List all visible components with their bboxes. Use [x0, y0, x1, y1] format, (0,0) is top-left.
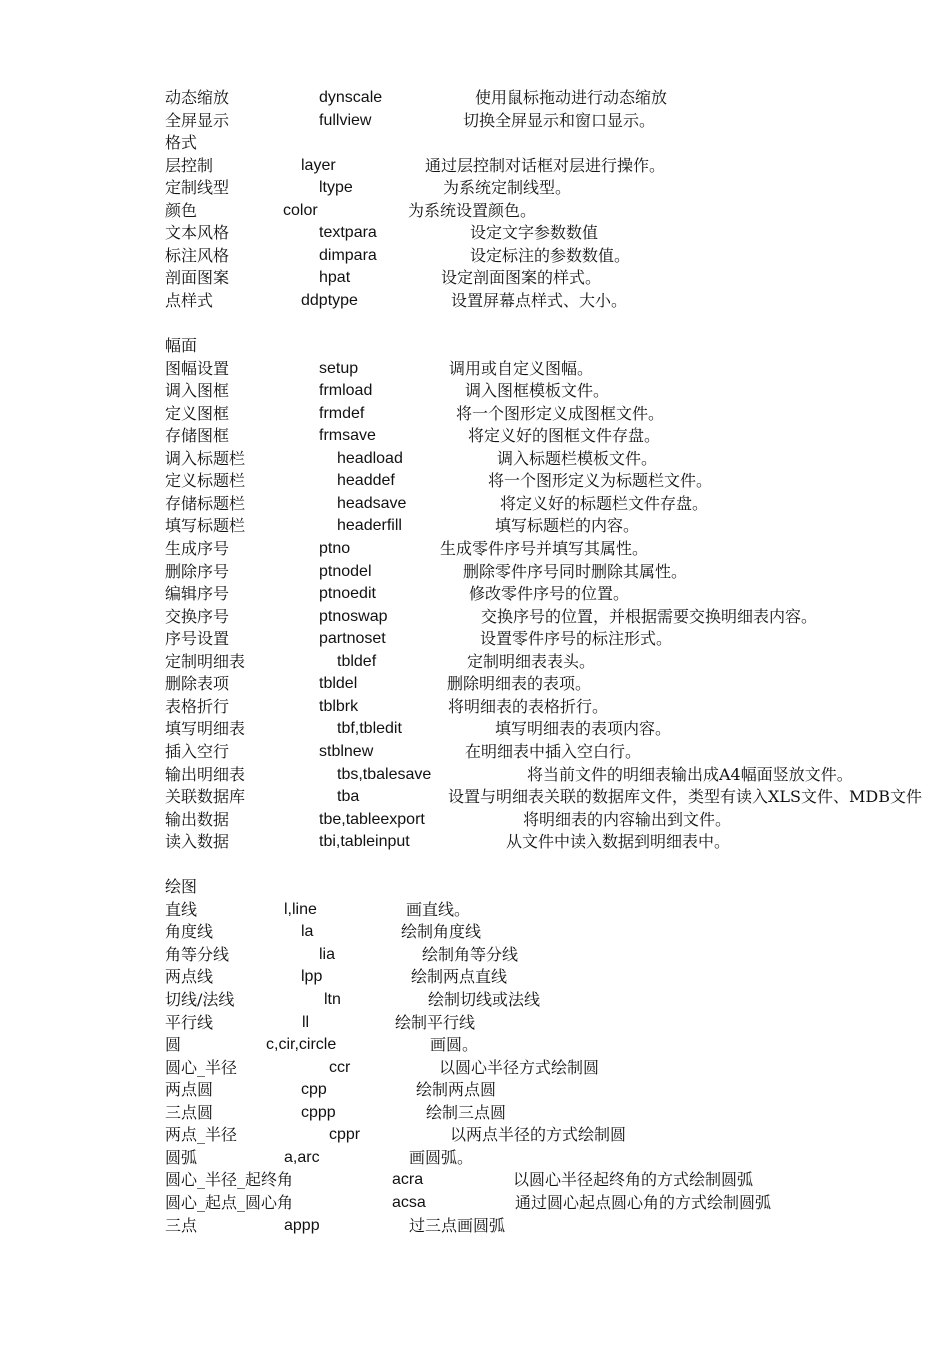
command-name-frmdef: 定义图框 — [165, 403, 230, 423]
command-alias-cppp: cppp — [301, 1103, 336, 1121]
command-description-ptno: 生成零件序号并填写其属性。 — [440, 539, 649, 558]
command-name-textpara: 文本风格 — [165, 223, 230, 243]
command-alias-tbe: tbe,tableexport — [319, 810, 425, 828]
command-name-acsa: 圆心_起点_圆心角 — [165, 1192, 294, 1212]
section-heading: 格式 — [165, 133, 198, 153]
command-description-tblbrk: 将明细表的表格折行。 — [448, 696, 609, 716]
command-name-cppr: 两点_半径 — [165, 1125, 238, 1145]
command-alias-stblnew: stblnew — [319, 742, 374, 760]
command-name-headload: 调入标题栏 — [165, 448, 246, 468]
command-alias-ltype: ltype — [319, 179, 353, 197]
command-description-tbldef: 定制明细表表头。 — [467, 651, 596, 671]
command-description-ltype: 为系统定制线型。 — [443, 178, 572, 198]
command-description-tbi: 从文件中读入数据到明细表中。 — [506, 832, 731, 852]
command-description-headdef: 将一个图形定义为标题栏文件。 — [488, 471, 713, 491]
command-description-dimpara: 设定标注的参数数值。 — [470, 245, 631, 265]
command-alias-a: a,arc — [284, 1148, 320, 1166]
command-name-cpp: 两点圆 — [165, 1080, 214, 1100]
command-description-l: 画直线。 — [406, 899, 471, 919]
command-name-frmload: 调入图框 — [165, 381, 230, 401]
command-alias-setup: setup — [319, 359, 359, 377]
command-name-tbldef: 定制明细表 — [165, 651, 246, 671]
command-alias-headdef: headdef — [337, 472, 395, 490]
command-alias-headerfill: headerfill — [337, 517, 402, 535]
command-description-fullview: 切换全屏显示和窗口显示。 — [463, 110, 656, 130]
command-description-setup: 调用或自定义图幅。 — [449, 358, 594, 378]
command-description-headerfill: 填写标题栏的内容。 — [495, 516, 640, 536]
command-alias-tbldef: tbldef — [337, 652, 377, 670]
command-alias-headload: headload — [337, 449, 403, 467]
command-name-dimpara: 标注风格 — [165, 245, 230, 265]
section-heading: 幅面 — [165, 336, 198, 356]
command-name-stblnew: 插入空行 — [165, 741, 230, 761]
command-name-cppp: 三点圆 — [165, 1102, 214, 1122]
command-name-lpp: 两点线 — [165, 967, 214, 987]
command-description-tbe: 将明细表的内容输出到文件。 — [523, 809, 732, 829]
command-name-partnoset: 序号设置 — [165, 629, 230, 649]
command-name-ptnoswap: 交换序号 — [165, 606, 230, 626]
command-description-headsave: 将定义好的标题栏文件存盘。 — [500, 493, 709, 513]
command-description-frmsave: 将定义好的图框文件存盘。 — [468, 426, 661, 446]
command-alias-frmdef: frmdef — [319, 404, 365, 422]
command-name-ccr: 圆心_半径 — [165, 1057, 238, 1077]
command-alias-tblbrk: tblbrk — [319, 697, 359, 715]
command-name-ptno: 生成序号 — [165, 539, 230, 558]
command-name-color: 颜色 — [165, 200, 198, 220]
command-name-tblbrk: 表格折行 — [165, 696, 230, 716]
command-description-acra: 以圆心半径起终角的方式绘制圆弧 — [513, 1170, 754, 1190]
command-description-frmdef: 将一个图形定义成图框文件。 — [456, 403, 665, 423]
command-alias-hpat: hpat — [319, 269, 351, 287]
command-alias-cppr: cppr — [329, 1126, 361, 1144]
command-description-tbldel: 删除明细表的表项。 — [447, 674, 592, 694]
command-description-headload: 调入标题栏模板文件。 — [497, 448, 658, 468]
command-alias-partnoset: partnoset — [319, 630, 386, 648]
command-alias-acra: acra — [392, 1171, 424, 1189]
command-alias-tbi: tbi,tableinput — [319, 833, 410, 851]
command-name-fullview: 全屏显示 — [165, 110, 230, 130]
command-name-tbs: 输出明细表 — [165, 764, 246, 784]
command-name-frmsave: 存储图框 — [165, 426, 230, 446]
command-alias-headsave: headsave — [337, 494, 407, 512]
command-name-l: 直线 — [165, 899, 198, 919]
command-description-ll: 绘制平行线 — [395, 1012, 476, 1032]
command-description-la: 绘制角度线 — [401, 922, 482, 942]
command-name-tbldel: 删除表项 — [165, 674, 230, 694]
command-name-setup: 图幅设置 — [165, 358, 230, 378]
command-description-partnoset: 设置零件序号的标注形式。 — [480, 629, 673, 649]
command-alias-frmsave: frmsave — [319, 427, 376, 445]
section-heading: 绘图 — [165, 877, 198, 897]
command-alias-ccr: ccr — [329, 1058, 351, 1076]
command-description-cppp: 绘制三点圆 — [426, 1102, 507, 1122]
command-description-a: 画圆弧。 — [409, 1147, 474, 1167]
command-description-tba: 设置与明细表关联的数据库文件，类型有读入XLS文件、MDB文件 — [448, 787, 922, 807]
command-name-ptnodel: 删除序号 — [165, 561, 230, 581]
command-description-ddptype: 设置屏幕点样式、大小。 — [451, 290, 628, 310]
command-alias-ptnoedit: ptnoedit — [319, 585, 376, 603]
command-name-lia: 角等分线 — [165, 944, 230, 964]
command-description-hpat: 设定剖面图案的样式。 — [441, 268, 602, 288]
command-alias-fullview: fullview — [319, 111, 372, 129]
command-description-color: 为系统设置颜色。 — [408, 200, 537, 220]
command-alias-tba: tba — [337, 788, 360, 806]
command-description-stblnew: 在明细表中插入空白行。 — [465, 741, 642, 761]
command-alias-ddptype: ddptype — [301, 291, 358, 309]
command-description-acsa: 通过圆心起点圆心角的方式绘制圆弧 — [515, 1192, 772, 1212]
command-alias-l: l,line — [284, 900, 317, 918]
command-alias-appp: appp — [284, 1216, 320, 1234]
command-description-lia: 绘制角等分线 — [422, 944, 519, 964]
command-alias-frmload: frmload — [319, 382, 373, 400]
command-description-tbs: 将当前文件的明细表输出成A4幅面竖放文件。 — [527, 764, 853, 784]
command-description-ccr: 以圆心半径方式绘制圆 — [439, 1057, 600, 1077]
command-alias-color: color — [283, 201, 318, 219]
command-name-hpat: 剖面图案 — [165, 268, 230, 288]
command-description-tbf: 填写明细表的表项内容。 — [495, 719, 672, 739]
command-description-layer: 通过层控制对话框对层进行操作。 — [425, 155, 666, 175]
command-alias-acsa: acsa — [392, 1193, 426, 1211]
command-name-a: 圆弧 — [165, 1147, 198, 1167]
command-alias-layer: layer — [301, 156, 336, 174]
command-description-cppr: 以两点半径的方式绘制圆 — [450, 1125, 627, 1145]
command-name-tba: 关联数据库 — [165, 787, 246, 807]
command-alias-dimpara: dimpara — [319, 246, 377, 264]
command-description-lpp: 绘制两点直线 — [411, 967, 508, 987]
command-alias-dynscale: dynscale — [319, 89, 383, 106]
command-description-ptnoedit: 修改零件序号的位置。 — [469, 584, 630, 604]
command-alias-ll: ll — [302, 1013, 310, 1031]
command-alias-tbldel: tbldel — [319, 675, 358, 693]
command-alias-textpara: textpara — [319, 224, 377, 242]
command-name-layer: 层控制 — [165, 155, 214, 175]
command-description-appp: 过三点画圆弧 — [409, 1215, 506, 1235]
command-name-tbi: 读入数据 — [165, 832, 230, 852]
command-name-ll: 平行线 — [165, 1012, 214, 1032]
command-alias-ltn: ltn — [324, 991, 341, 1008]
command-name-ptnoedit: 编辑序号 — [165, 584, 230, 604]
command-name-headerfill: 填写标题栏 — [165, 516, 246, 536]
command-alias-lia: lia — [319, 945, 336, 963]
command-name-headdef: 定义标题栏 — [165, 471, 246, 491]
command-name-headsave: 存储标题栏 — [165, 493, 246, 513]
command-description-ptnodel: 删除零件序号同时删除其属性。 — [463, 561, 688, 581]
command-description-dynscale: 使用鼠标拖动进行动态缩放 — [475, 88, 668, 107]
command-alias-c: c,cir,circle — [266, 1036, 337, 1054]
command-name-dynscale: 动态缩放 — [165, 88, 230, 107]
command-alias-lpp: lpp — [301, 968, 323, 986]
command-name-appp: 三点 — [165, 1215, 198, 1235]
command-name-tbf: 填写明细表 — [165, 719, 246, 739]
command-name-c: 圆 — [165, 1035, 182, 1055]
command-description-frmload: 调入图框模板文件。 — [465, 381, 610, 401]
command-name-ltn: 切线/法线 — [165, 990, 235, 1009]
command-alias-ptnodel: ptnodel — [319, 562, 372, 580]
command-alias-ptno: ptno — [319, 540, 351, 557]
command-alias-tbf: tbf,tbledit — [337, 720, 402, 738]
command-name-ltype: 定制线型 — [165, 178, 230, 198]
command-name-acra: 圆心_半径_起终角 — [165, 1170, 294, 1190]
command-description-textpara: 设定文字参数数值 — [470, 223, 599, 243]
command-name-la: 角度线 — [165, 922, 214, 942]
command-alias-tbs: tbs,tbalesave — [337, 765, 432, 783]
command-alias-ptnoswap: ptnoswap — [319, 607, 388, 625]
command-description-ltn: 绘制切线或法线 — [428, 990, 541, 1009]
command-description-ptnoswap: 交换序号的位置，并根据需要交换明细表内容。 — [481, 606, 818, 626]
command-alias-la: la — [301, 923, 314, 941]
command-name-tbe: 输出数据 — [165, 809, 230, 829]
command-description-c: 画圆。 — [430, 1035, 479, 1055]
command-description-cpp: 绘制两点圆 — [416, 1080, 497, 1100]
command-name-ddptype: 点样式 — [165, 290, 214, 310]
command-alias-cpp: cpp — [301, 1081, 327, 1099]
